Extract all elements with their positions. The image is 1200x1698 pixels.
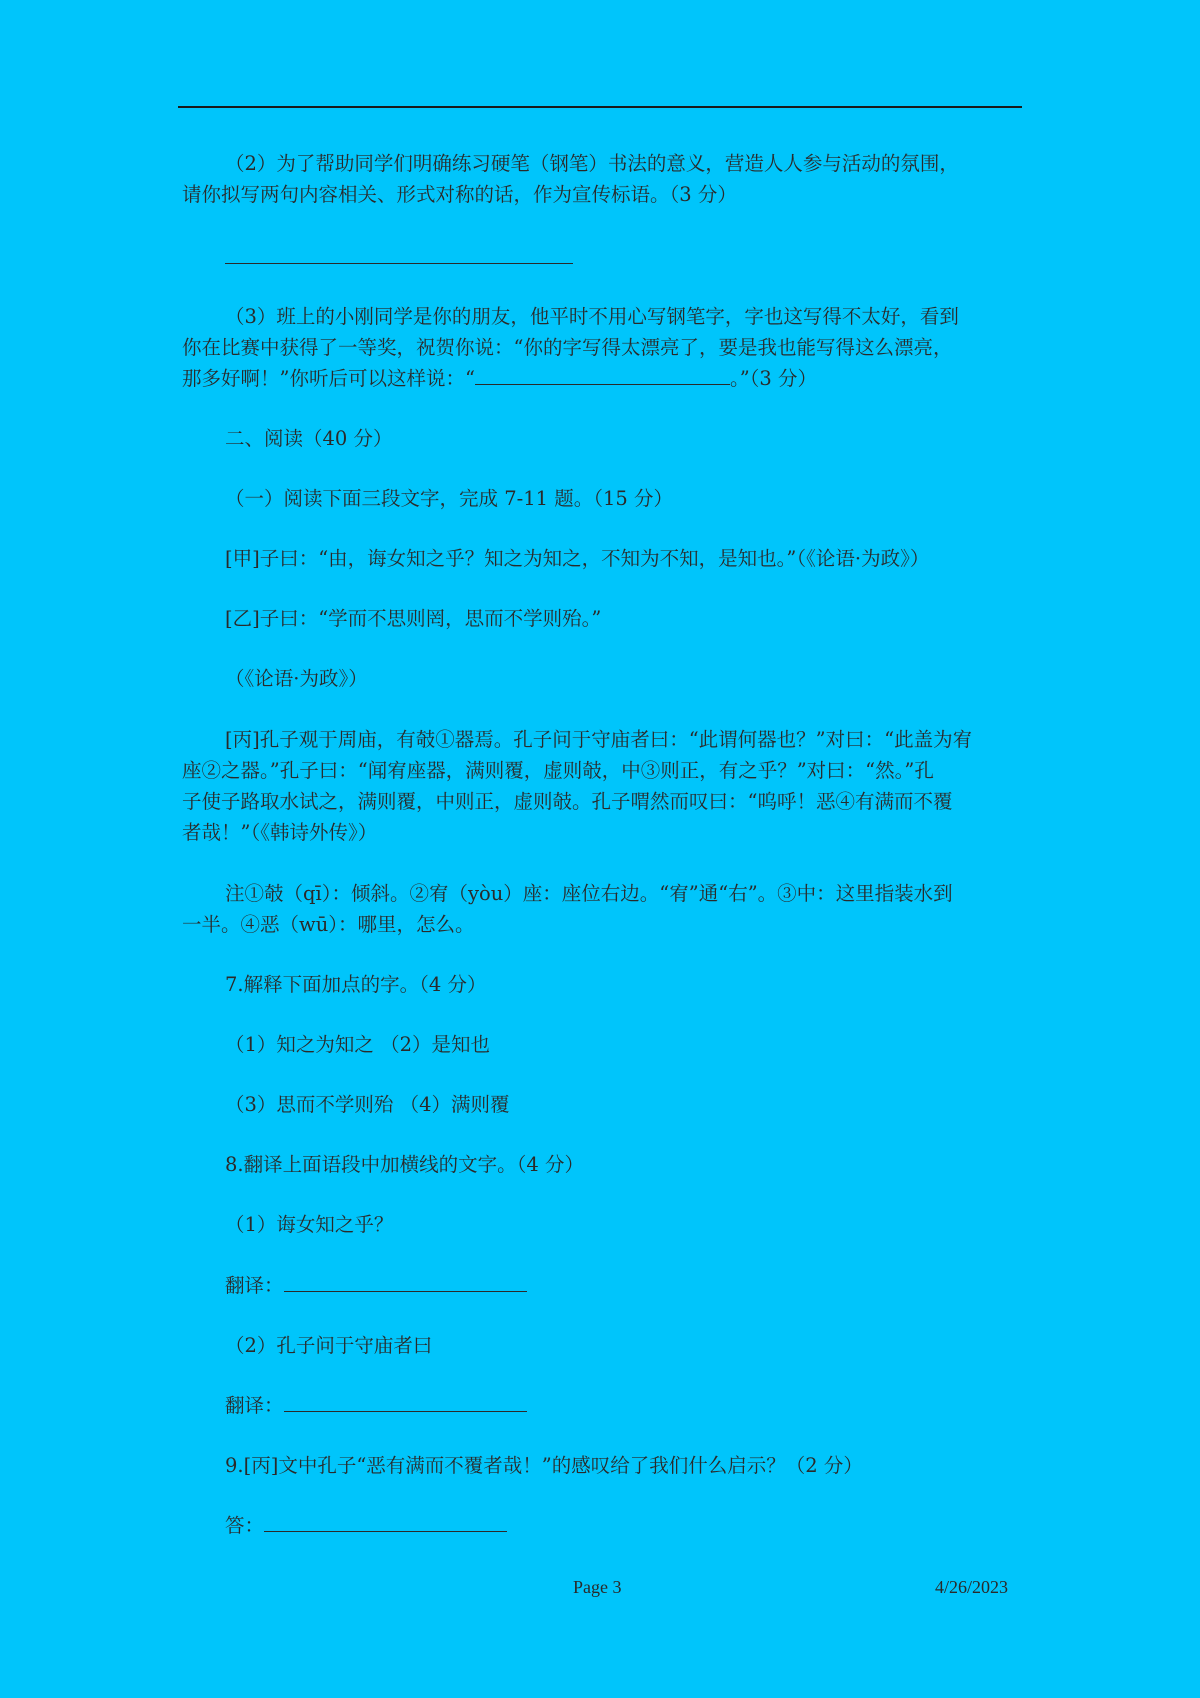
q9-prompt: 9.[丙]文中孔子“恶有满而不覆者哉！”的感叹给了我们什么启示？（2 分） (225, 1454, 863, 1477)
q7-prompt: 7.解释下面加点的字。（4 分） (225, 973, 487, 996)
q9-answer-label: 答： (225, 1514, 265, 1537)
passage-yi-source: （《论语·为政》） (225, 667, 368, 690)
q6-part3-line3-pre: 那多好啊！”你听后可以这样说：“ (182, 367, 475, 390)
q6-part3-line3-post: 。”（3 分） (729, 367, 818, 390)
q6-part3-line3 (182, 363, 817, 394)
q8-translate-row1 (225, 1270, 527, 1301)
passage-bing-line2: 座②之器。”孔子曰：“闻宥座器，满则覆，虚则攲，中③则正，有之乎？”对曰：“然。”孔 (182, 759, 934, 782)
passage-bing-line4: 者哉！”（《韩诗外传》） (182, 821, 378, 844)
q7-items-row2: （3）思而不学则殆 （4）满则覆 (225, 1093, 510, 1116)
footer-date: 4/26/2023 (935, 1577, 1009, 1597)
notes-line2: 一半。④恶（wū）：哪里，怎么。 (182, 913, 475, 936)
q6-part2-line1: （2）为了帮助同学们明确练习硬笔（钢笔）书法的意义，营造人人参与活动的氛围， (225, 152, 959, 175)
q6-part3-line2: 你在比赛中获得了一等奖，祝贺你说：“你的字写得太漂亮了，要是我也能写得这么漂亮， (182, 336, 953, 359)
q9-answer-blank[interactable] (264, 1511, 507, 1532)
q6-part3-line1: （3）班上的小刚同学是你的朋友，他平时不用心写钢笔字，字也这写得不太好，看到 (225, 305, 959, 328)
section2-heading: 二、阅读（40 分） (225, 427, 393, 450)
q7-items-row1: （1）知之为知之 （2）是知也 (225, 1033, 491, 1056)
q9-answer-row (225, 1510, 507, 1541)
q8-translate-label-2: 翻译： (225, 1394, 284, 1417)
q8-item1: （1）诲女知之乎？ (225, 1213, 394, 1236)
q8-translate-blank-2[interactable] (284, 1391, 527, 1412)
passage-bing-line1: [丙]孔子观于周庙，有攲①器焉。孔子问于守庙者曰：“此谓何器也？”对曰：“此盖为宥 (225, 728, 973, 751)
footer-page-number: Page 3 (573, 1577, 622, 1597)
q6-part3-answer-blank[interactable] (475, 364, 730, 385)
passage-jia: [甲]子曰：“由，诲女知之乎？知之为知之，不知为不知，是知也。”（《论语·为政》） (225, 547, 930, 570)
q8-item2: （2）孔子问于守庙者曰 (225, 1334, 433, 1357)
header-rule (178, 106, 1022, 108)
q8-translate-label-1: 翻译： (225, 1274, 284, 1297)
q8-translate-blank-1[interactable] (284, 1271, 527, 1292)
q6-part2-answer-blank[interactable] (225, 243, 573, 264)
q8-translate-row2 (225, 1390, 527, 1421)
passage-bing-line3: 子使子路取水试之，满则覆，中则正，虚则攲。孔子喟然而叹曰：“呜呼！恶④有满而不覆 (182, 790, 953, 813)
notes-line1: 注①攲（qī）：倾斜。②宥（yòu）座：座位右边。“宥”通“右”。③中：这里指装水到 (225, 882, 953, 905)
passage-yi: [乙]子曰：“学而不思则罔，思而不学则殆。” (225, 607, 602, 630)
q8-prompt: 8.翻译上面语段中加横线的文字。（4 分） (225, 1153, 584, 1176)
section2-sub-heading: （一）阅读下面三段文字，完成 7-11 题。（15 分） (225, 487, 673, 510)
q6-part2-line2: 请你拟写两句内容相关、形式对称的话，作为宣传标语。（3 分） (182, 183, 737, 206)
